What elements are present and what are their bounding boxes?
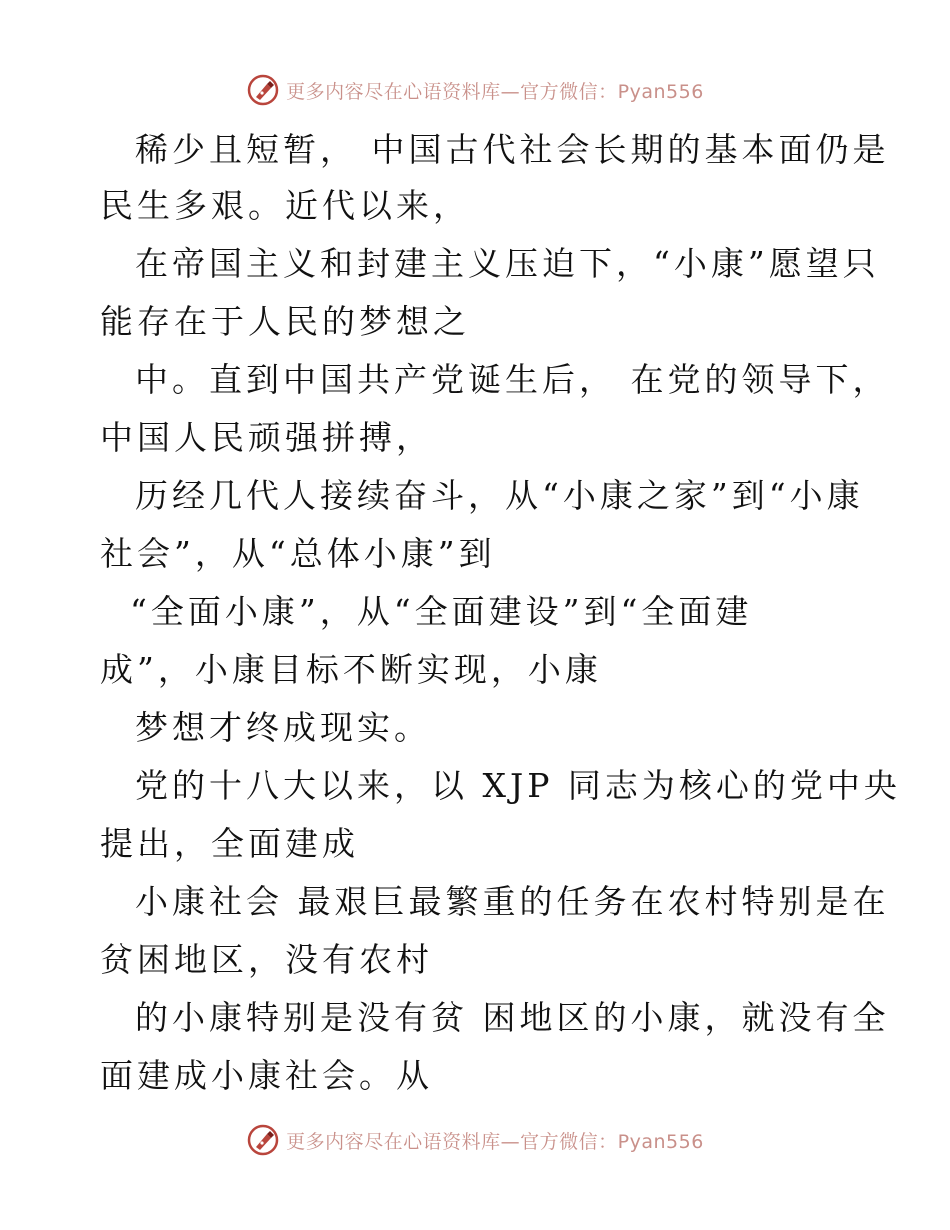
text-line: 党的十八大以来，以 XJP 同志为核心的党中央 bbox=[135, 766, 901, 805]
text-line: 贫困地区，没有农村 bbox=[100, 940, 433, 979]
text-line: 提出，全面建成 bbox=[100, 824, 359, 863]
header-watermark bbox=[0, 70, 950, 110]
text-line: 面建成小康社会。从 bbox=[100, 1056, 433, 1095]
footer-watermark bbox=[0, 1120, 950, 1160]
text-line: 成”，小康目标不断实现，小康 bbox=[100, 650, 602, 689]
text-line: “全面小康”，从“全面建设”到“全面建 bbox=[130, 592, 753, 631]
text-line: 中国人民顽强拼搏， bbox=[100, 418, 433, 457]
text-line: 民生多艰。近代以来， bbox=[100, 186, 470, 225]
watermark-text: 更多内容尽在心语资料库—官方微信：Pyan556 bbox=[286, 80, 704, 103]
text-line: 历经几代人接续奋斗，从“小康之家”到“小康 bbox=[135, 476, 864, 515]
text-line: 中。直到中国共产党诞生后， 在党的领导下， bbox=[135, 360, 890, 399]
text-line: 在帝国主义和封建主义压迫下，“小康”愿望只 bbox=[135, 244, 880, 283]
pen-nib-seal-icon bbox=[246, 73, 280, 107]
pen-nib-seal-icon bbox=[246, 1123, 280, 1157]
text-line: 梦想才终成现实。 bbox=[135, 708, 431, 747]
text-line: 小康社会 最艰巨最繁重的任务在农村特别是在 bbox=[135, 882, 890, 921]
watermark-text: 更多内容尽在心语资料库—官方微信：Pyan556 bbox=[286, 1130, 704, 1153]
text-line: 稀少且短暂， 中国古代社会长期的基本面仍是 bbox=[135, 130, 890, 169]
text-line: 的小康特别是没有贫 困地区的小康，就没有全 bbox=[135, 998, 890, 1037]
text-line: 社会”，从“总体小康”到 bbox=[100, 534, 496, 573]
text-line: 能存在于人民的梦想之 bbox=[100, 302, 470, 341]
